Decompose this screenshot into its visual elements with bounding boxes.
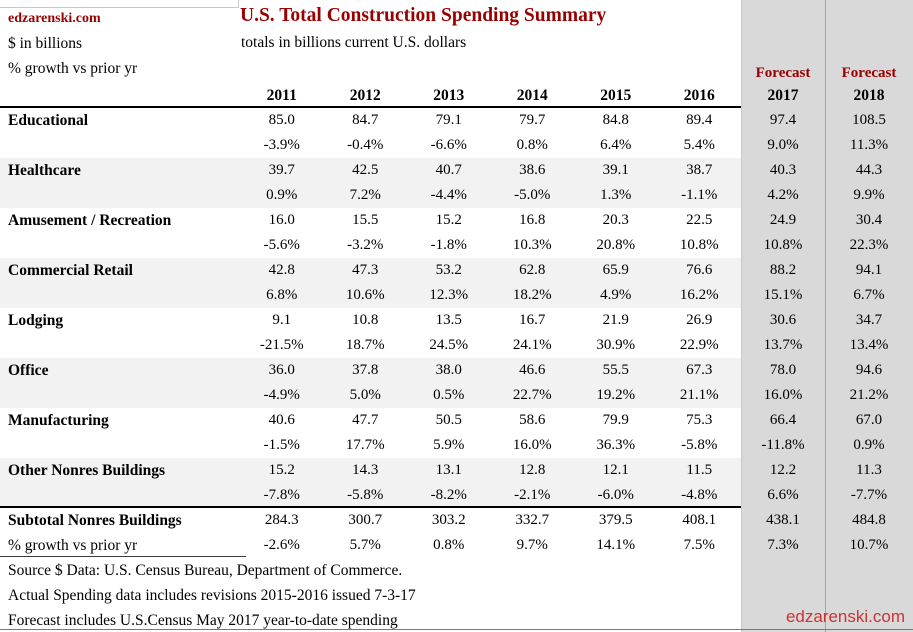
- spending-cell: 97.4: [769, 112, 797, 128]
- growth-cell: 5.7%: [349, 537, 381, 553]
- spending-cell: 24.9: [769, 212, 797, 228]
- growth-row-label: [0, 183, 240, 208]
- table-row: [0, 458, 913, 483]
- table-row: [0, 233, 913, 258]
- growth-cell: 7.2%: [324, 183, 408, 208]
- spending-cell: 30.4: [855, 212, 883, 228]
- spending-cell: 21.9: [602, 312, 629, 328]
- spending-cell: 37.8: [324, 358, 408, 383]
- spending-cell: 438.1: [766, 512, 800, 528]
- footnote-source: Source $ Data: U.S. Census Bureau, Department of Commerce.: [8, 562, 403, 579]
- growth-cell: -5.8%: [681, 437, 718, 453]
- spending-cell: 284.3: [264, 512, 299, 528]
- bottom-border: [0, 629, 913, 630]
- spending-cell: 40.6: [268, 412, 295, 428]
- year-header-2012: 2012: [349, 87, 381, 104]
- table-row: [0, 208, 913, 233]
- growth-row-label: [0, 233, 240, 258]
- header-underline: [0, 106, 741, 108]
- growth-cell: 16.0%: [512, 437, 552, 453]
- row-label: Manufacturing: [8, 412, 109, 429]
- forecast-label-2018: Forecast: [841, 65, 897, 81]
- table-row: [0, 308, 913, 333]
- growth-cell: -2.1%: [491, 483, 575, 508]
- spending-cell: 22.5: [686, 212, 713, 228]
- spending-cell: 9.1: [272, 312, 292, 328]
- growth-cell: 17.7%: [345, 437, 385, 453]
- table-rows: [0, 108, 913, 558]
- growth-cell: 10.6%: [324, 283, 408, 308]
- growth-cell: -3.2%: [347, 237, 384, 253]
- growth-cell: 5.0%: [324, 383, 408, 408]
- growth-cell: 10.3%: [512, 237, 552, 253]
- year-header-2013: 2013: [433, 87, 465, 104]
- year-header-2015: 2015: [600, 87, 632, 104]
- table-row: [0, 108, 913, 133]
- spending-cell: 46.6: [491, 358, 575, 383]
- growth-cell: -21.5%: [259, 337, 304, 353]
- spending-cell: 39.1: [574, 158, 658, 183]
- growth-row-label: [0, 333, 240, 358]
- site-watermark: edzarenski.com: [785, 607, 905, 626]
- row-label: Amusement / Recreation: [8, 212, 172, 229]
- growth-cell: 18.7%: [345, 337, 385, 353]
- growth-cell: 36.3%: [596, 437, 636, 453]
- page-subtitle: totals in billions current U.S. dollars: [241, 34, 467, 51]
- footnotes: [8, 558, 728, 632]
- table-row: [0, 183, 913, 208]
- spending-cell: 20.3: [602, 212, 629, 228]
- spending-cell: 40.3: [769, 162, 797, 178]
- growth-cell: 10.8%: [763, 237, 803, 253]
- spending-cell: 108.5: [852, 112, 886, 128]
- growth-cell: -4.9%: [240, 383, 324, 408]
- spending-cell: 39.7: [240, 158, 324, 183]
- growth-cell: -11.8%: [761, 437, 805, 453]
- growth-cell: 24.1%: [512, 337, 552, 353]
- spending-cell: 38.6: [491, 158, 575, 183]
- spending-cell: 84.8: [602, 112, 629, 128]
- growth-cell: -7.7%: [850, 487, 888, 503]
- spending-cell: 11.3: [856, 462, 882, 478]
- growth-cell: 22.3%: [849, 237, 889, 253]
- year-header-spacer: [0, 84, 240, 107]
- growth-cell: 6.4%: [600, 137, 632, 153]
- growth-cell: 5.4%: [683, 137, 715, 153]
- spending-cell: 66.4: [769, 412, 797, 428]
- growth-row-label: [0, 283, 240, 308]
- growth-cell: 7.5%: [683, 537, 715, 553]
- growth-cell: 18.2%: [491, 283, 575, 308]
- growth-cell: -6.0%: [574, 483, 658, 508]
- growth-cell: 21.1%: [658, 383, 742, 408]
- spending-cell: 75.3: [686, 412, 713, 428]
- spending-cell: 42.8: [240, 258, 324, 283]
- growth-cell: -4.4%: [407, 183, 491, 208]
- growth-cell: 15.1%: [763, 287, 803, 303]
- spending-cell: 408.1: [682, 512, 717, 528]
- row-label: Subtotal Nonres Buildings: [8, 512, 182, 529]
- growth-cell: -5.8%: [324, 483, 408, 508]
- spending-cell: 94.6: [855, 362, 883, 378]
- row-label: Lodging: [8, 312, 64, 329]
- spending-cell: 79.1: [435, 112, 462, 128]
- spending-cell: 62.8: [491, 258, 575, 283]
- site-name: edzarenski.com: [8, 11, 101, 26]
- growth-cell: 20.8%: [596, 237, 636, 253]
- growth-cell: -2.6%: [263, 537, 300, 553]
- spending-cell: 16.7: [519, 312, 546, 328]
- spending-cell: 50.5: [435, 412, 462, 428]
- spending-cell: 78.0: [769, 362, 797, 378]
- table-row: [0, 483, 913, 508]
- spending-cell: 14.3: [324, 458, 408, 483]
- growth-cell: 6.8%: [240, 283, 324, 308]
- spending-cell: 332.7: [515, 512, 550, 528]
- table-row: [0, 408, 913, 433]
- spending-cell: 67.0: [855, 412, 883, 428]
- table-row: [0, 383, 913, 408]
- growth-cell: -0.4%: [347, 137, 384, 153]
- spending-cell: 34.7: [855, 312, 883, 328]
- year-header-2014: 2014: [516, 87, 548, 104]
- spending-cell: 11.5: [658, 458, 742, 483]
- spending-cell: 16.0: [268, 212, 295, 228]
- growth-cell: 16.0%: [763, 387, 803, 403]
- growth-note: % growth vs prior yr: [8, 60, 138, 77]
- growth-cell: 0.8%: [516, 137, 548, 153]
- spending-cell: 16.8: [519, 212, 546, 228]
- growth-cell: 6.7%: [853, 287, 885, 303]
- spending-cell: 88.2: [769, 262, 797, 278]
- table-row: [0, 508, 913, 533]
- table-row: [0, 133, 913, 158]
- growth-cell: 1.3%: [574, 183, 658, 208]
- spending-cell: 12.1: [574, 458, 658, 483]
- spending-cell: 15.5: [352, 212, 379, 228]
- growth-cell: 6.6%: [767, 487, 799, 503]
- spending-cell: 67.3: [658, 358, 742, 383]
- growth-cell: 9.0%: [767, 137, 799, 153]
- spending-cell: 58.6: [519, 412, 546, 428]
- table-row: [0, 258, 913, 283]
- spending-cell: 89.4: [686, 112, 713, 128]
- table-row: [0, 158, 913, 183]
- growth-cell: 30.9%: [596, 337, 636, 353]
- growth-cell: -8.2%: [407, 483, 491, 508]
- spending-cell: 40.7: [407, 158, 491, 183]
- growth-cell: 16.2%: [658, 283, 742, 308]
- forecast-label-2017: Forecast: [755, 65, 811, 81]
- branding-block: [8, 6, 137, 81]
- table-row: [0, 433, 913, 458]
- growth-row-label: [0, 383, 240, 408]
- spending-cell: 26.9: [686, 312, 713, 328]
- growth-cell: 22.9%: [679, 337, 719, 353]
- growth-label-underline: [0, 556, 246, 557]
- spending-cell: 13.5: [435, 312, 462, 328]
- spending-cell: 94.1: [855, 262, 883, 278]
- spending-cell: 36.0: [240, 358, 324, 383]
- growth-cell: 12.3%: [407, 283, 491, 308]
- growth-cell: 10.7%: [849, 537, 889, 553]
- spending-cell: 47.7: [352, 412, 379, 428]
- growth-cell: -4.8%: [658, 483, 742, 508]
- growth-cell: -5.0%: [491, 183, 575, 208]
- year-header-2017: 2017: [767, 87, 799, 104]
- growth-cell: 9.9%: [853, 187, 885, 203]
- growth-row-label: [0, 433, 240, 458]
- table-row: [0, 333, 913, 358]
- growth-cell: -1.1%: [658, 183, 742, 208]
- spending-cell: 12.2: [769, 462, 797, 478]
- year-header-2018: 2018: [853, 87, 885, 104]
- row-label: Educational: [8, 112, 89, 129]
- spending-cell: 55.5: [574, 358, 658, 383]
- growth-row-label: % growth vs prior yr: [8, 537, 138, 554]
- spending-cell: 53.2: [407, 258, 491, 283]
- growth-cell: 19.2%: [574, 383, 658, 408]
- spending-cell: 79.9: [602, 412, 629, 428]
- growth-cell: 4.2%: [767, 187, 799, 203]
- growth-cell: -6.6%: [430, 137, 467, 153]
- growth-row-label: [0, 483, 240, 508]
- spending-cell: 300.7: [348, 512, 383, 528]
- gridline-artifact: [238, 0, 239, 8]
- growth-cell: 0.5%: [407, 383, 491, 408]
- growth-cell: 0.9%: [240, 183, 324, 208]
- growth-cell: 5.9%: [433, 437, 465, 453]
- spending-cell: 38.7: [658, 158, 742, 183]
- spending-cell: 12.8: [491, 458, 575, 483]
- year-header-2011: 2011: [266, 87, 297, 104]
- spending-cell: 15.2: [240, 458, 324, 483]
- growth-cell: -1.8%: [430, 237, 467, 253]
- growth-cell: -7.8%: [240, 483, 324, 508]
- growth-cell: 22.7%: [491, 383, 575, 408]
- table-row: [0, 533, 913, 558]
- row-label: Office: [0, 358, 240, 383]
- spending-cell: 38.0: [407, 358, 491, 383]
- row-label: Healthcare: [0, 158, 240, 183]
- footnote-revisions: Actual Spending data includes revisions 2015-2016 issued 7-3-17: [8, 587, 416, 604]
- year-header-2016: 2016: [683, 87, 715, 104]
- growth-cell: 10.8%: [679, 237, 719, 253]
- subtotal-top-rule: [0, 506, 741, 508]
- growth-cell: -5.6%: [263, 237, 300, 253]
- growth-cell: 9.7%: [516, 537, 548, 553]
- growth-cell: 13.4%: [849, 337, 889, 353]
- spending-cell: 79.7: [519, 112, 546, 128]
- table-row: [0, 283, 913, 308]
- units-note: $ in billions: [8, 35, 83, 52]
- spending-cell: 85.0: [268, 112, 295, 128]
- growth-cell: 13.7%: [763, 337, 803, 353]
- growth-cell: -3.9%: [263, 137, 300, 153]
- growth-cell: 14.1%: [596, 537, 636, 553]
- spending-cell: 303.2: [431, 512, 466, 528]
- growth-cell: 7.3%: [767, 537, 799, 553]
- growth-cell: 0.9%: [853, 437, 885, 453]
- growth-cell: 11.3%: [849, 137, 889, 153]
- spending-cell: 76.6: [658, 258, 742, 283]
- growth-cell: 21.2%: [849, 387, 889, 403]
- spending-cell: 42.5: [324, 158, 408, 183]
- table-row: [0, 358, 913, 383]
- page-title: U.S. Total Construction Spending Summary: [240, 5, 607, 26]
- spending-cell: 484.8: [852, 512, 886, 528]
- spending-cell: 10.8: [352, 312, 379, 328]
- spending-cell: 15.2: [435, 212, 462, 228]
- spending-cell: 65.9: [574, 258, 658, 283]
- year-header-row: [0, 84, 913, 107]
- spending-cell: 84.7: [352, 112, 379, 128]
- spending-cell: 44.3: [855, 162, 883, 178]
- growth-cell: 4.9%: [574, 283, 658, 308]
- growth-cell: 0.8%: [433, 537, 465, 553]
- spending-cell: 30.6: [769, 312, 797, 328]
- growth-cell: 24.5%: [429, 337, 469, 353]
- growth-cell: -1.5%: [263, 437, 300, 453]
- spending-cell: 379.5: [598, 512, 633, 528]
- spending-cell: 47.3: [324, 258, 408, 283]
- growth-row-label: [0, 133, 240, 158]
- footnote-forecast: Forecast includes U.S.Census May 2017 year-to-date spending: [8, 612, 398, 629]
- row-label: Other Nonres Buildings: [0, 458, 240, 483]
- spending-cell: 13.1: [407, 458, 491, 483]
- row-label: Commercial Retail: [0, 258, 240, 283]
